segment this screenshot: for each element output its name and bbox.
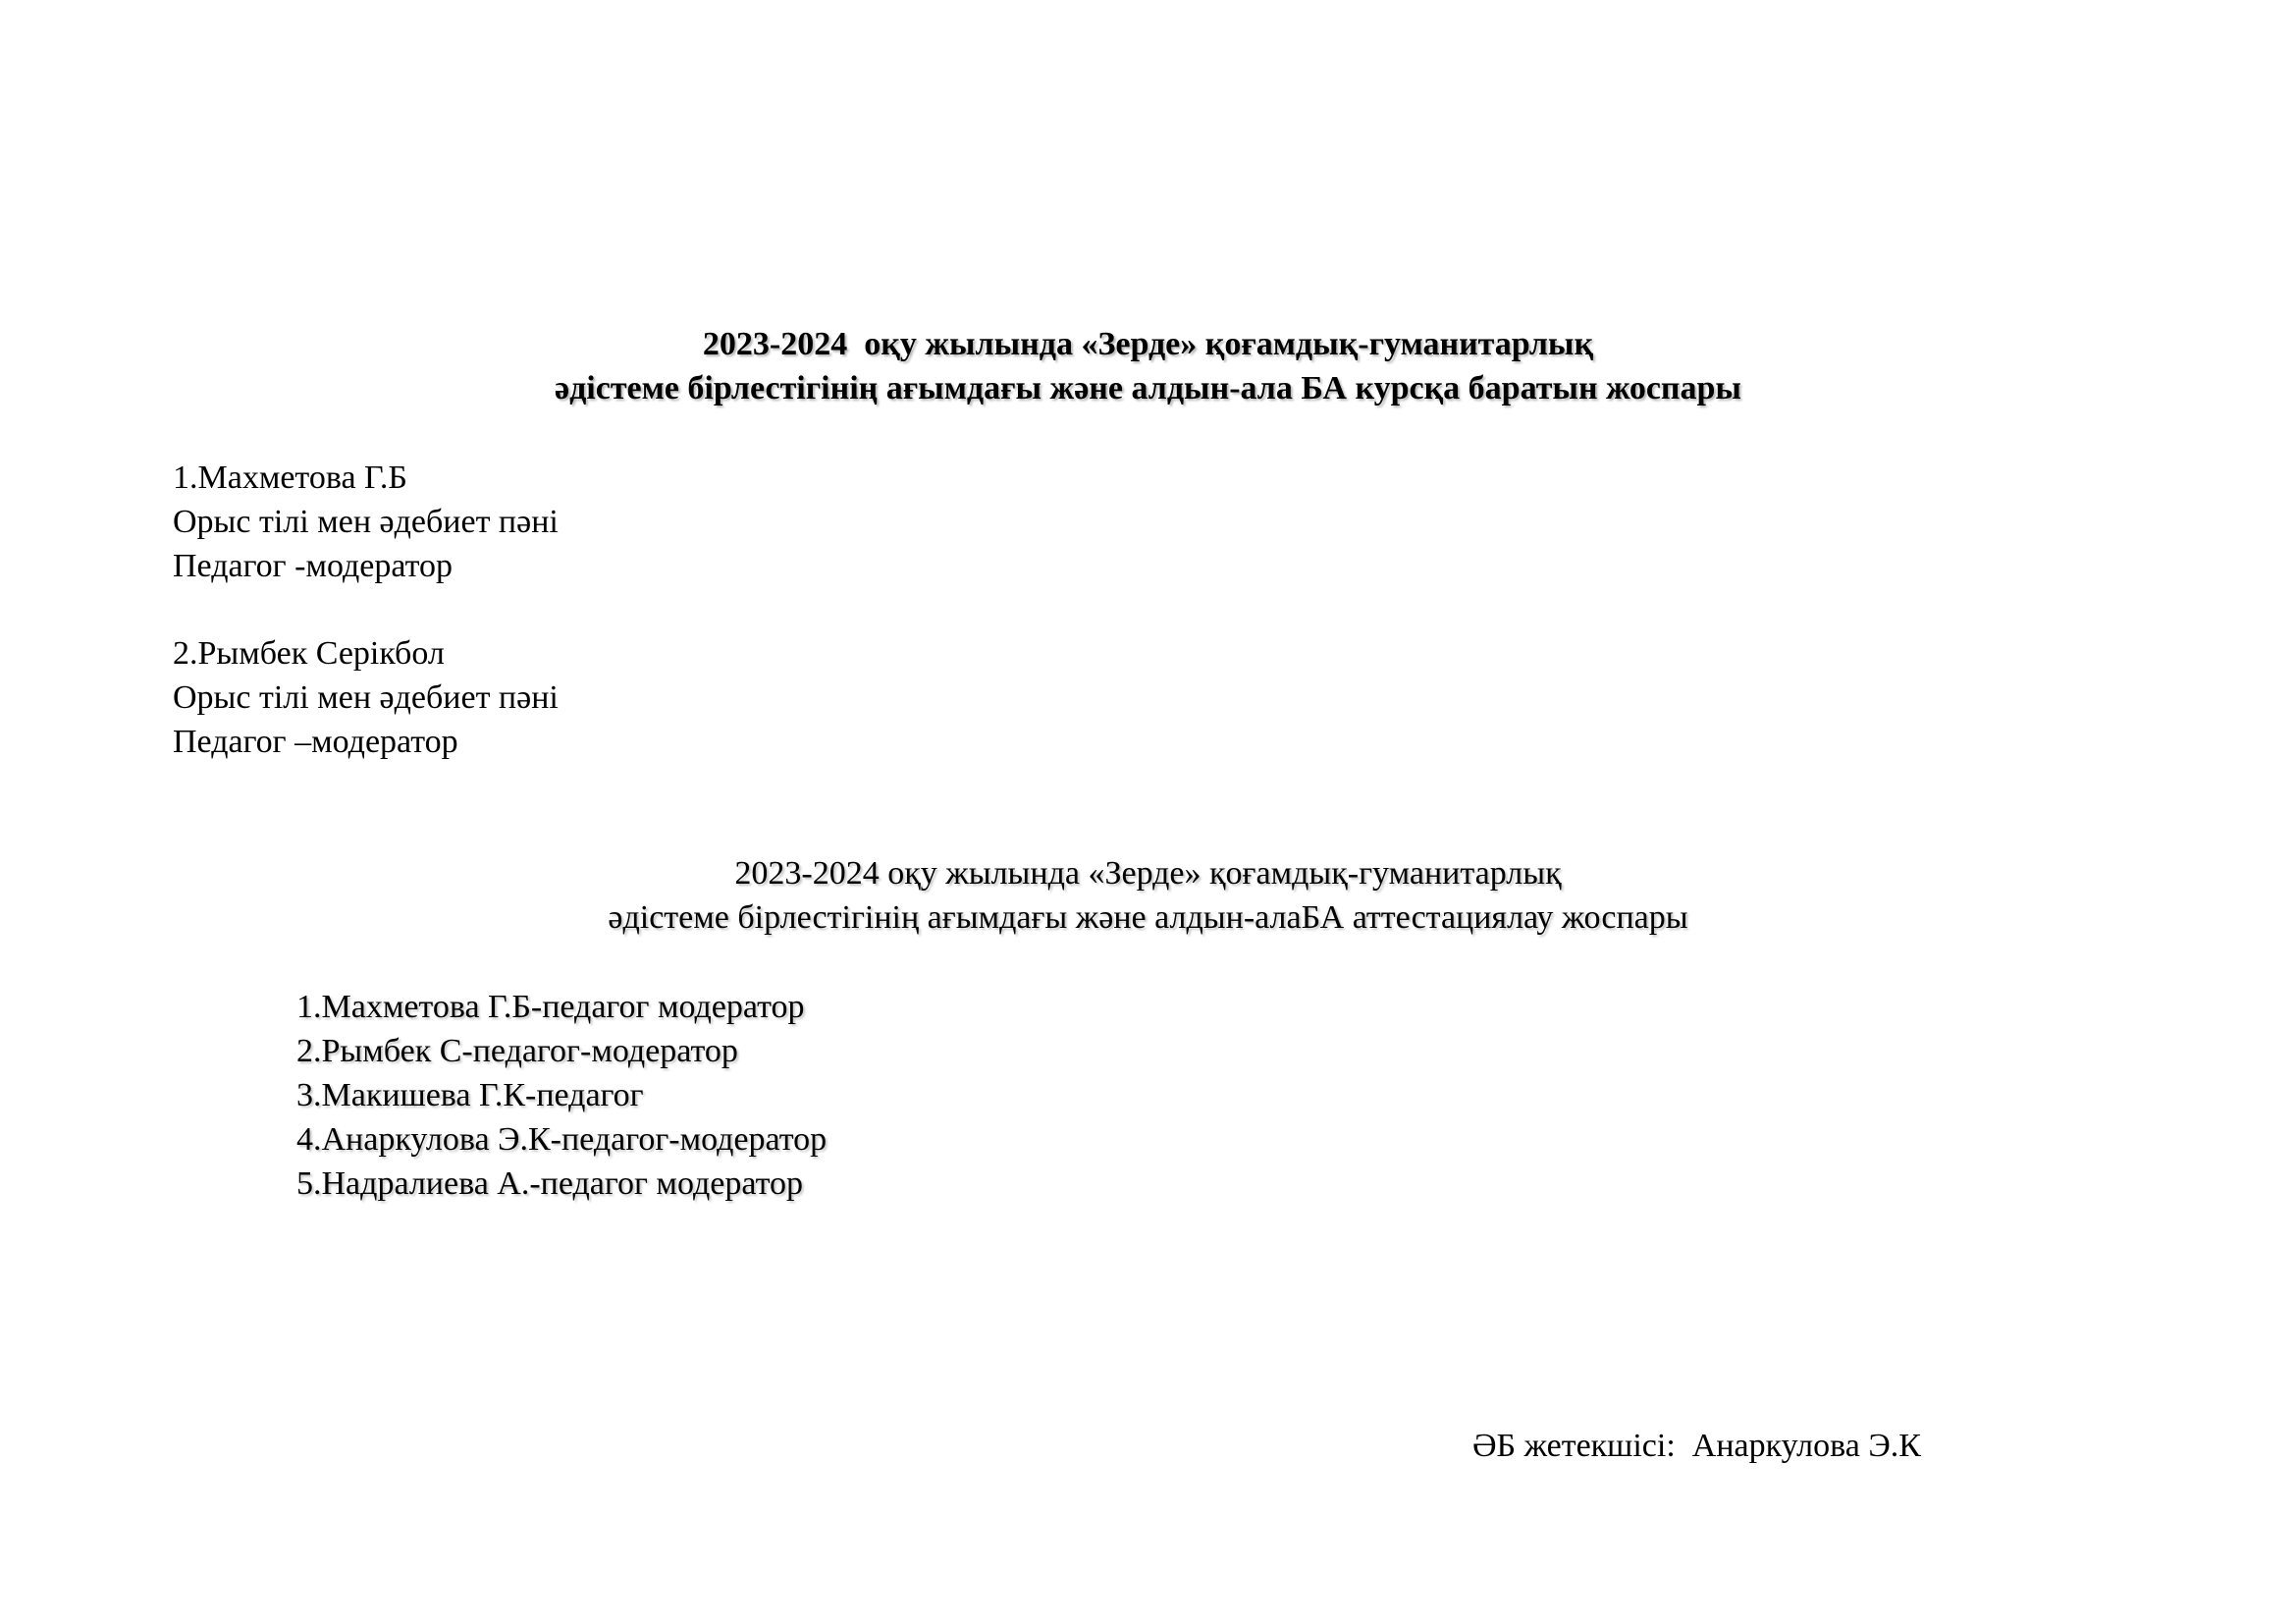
attestation-plan-title-line-1: 2023-2024 оқу жылында «Зерде» қоғамдық-гуманитарлық — [734, 855, 1562, 892]
person-category: Педагог –модератор — [173, 724, 458, 760]
person-name: 2.Рымбек Серікбол — [173, 635, 445, 672]
list-item: 5.Надралиева А.-педагог модератор — [296, 1165, 803, 1202]
list-item: 2.Рымбек С-педагог-модератор — [296, 1033, 738, 1069]
list-item: 3.Макишева Г.К-педагог — [296, 1077, 644, 1113]
attestation-plan-title — [0, 851, 2296, 940]
attestation-list — [296, 985, 827, 1206]
course-plan-title — [0, 322, 2296, 410]
person-name: 1.Махметова Г.Б — [173, 460, 407, 496]
course-person-1 — [173, 456, 559, 588]
signature-line: ӘБ жетекшісі: Анаркулова Э.К — [1472, 1428, 1921, 1464]
course-person-2 — [173, 631, 559, 764]
course-plan-title-line-2: әдістеме бірлестігінің ағымдағы және алдын-ала БА курсқа баратын жоспары — [555, 370, 1741, 406]
person-subject: Орыс тілі мен әдебиет пәні — [173, 679, 559, 716]
course-plan-title-line-1: 2023-2024 оқу жылында «Зерде» қоғамдық-гуманитарлық — [702, 326, 1594, 362]
list-item: 1.Махметова Г.Б-педагог модератор — [296, 989, 805, 1025]
person-subject: Орыс тілі мен әдебиет пәні — [173, 504, 559, 540]
attestation-plan-title-line-2: әдістеме бірлестігінің ағымдағы және алдын-алаБА аттестациялау жоспары — [608, 899, 1688, 936]
person-category: Педагог -модератор — [173, 548, 453, 584]
list-item: 4.Анаркулова Э.К-педагог-модератор — [296, 1121, 828, 1158]
